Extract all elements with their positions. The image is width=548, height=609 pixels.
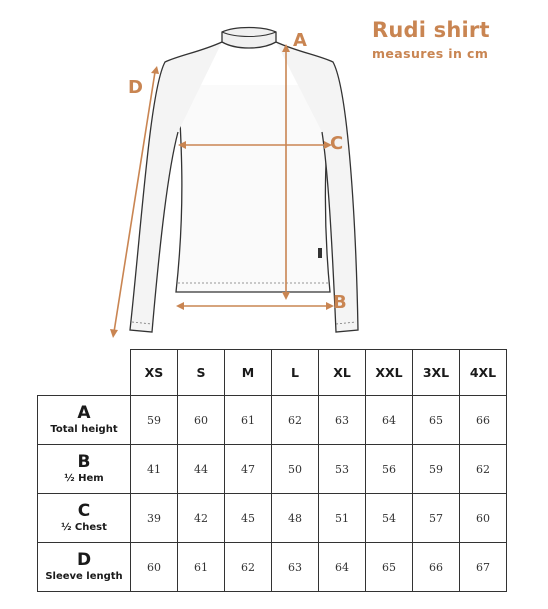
table-cell: 45: [225, 494, 272, 543]
size-header: XL: [319, 350, 366, 396]
table-cell: 65: [413, 396, 460, 445]
table-cell: 44: [178, 445, 225, 494]
table-cell: 42: [178, 494, 225, 543]
table-cell: 63: [319, 396, 366, 445]
table-cell: 48: [272, 494, 319, 543]
size-header: M: [225, 350, 272, 396]
table-row: [38, 396, 507, 445]
table-cell: 53: [319, 445, 366, 494]
table-cell: 61: [178, 543, 225, 592]
size-header: XXL: [366, 350, 413, 396]
size-header: L: [272, 350, 319, 396]
product-title: Rudi shirt: [372, 18, 490, 42]
table-cell: 64: [366, 396, 413, 445]
table-cell: 65: [366, 543, 413, 592]
size-chart-table: [37, 349, 507, 592]
table-cell: 67: [460, 543, 507, 592]
table-cell: 59: [413, 445, 460, 494]
table-corner: [38, 350, 131, 396]
table-row: [38, 445, 507, 494]
size-header: 4XL: [460, 350, 507, 396]
table-cell: 62: [272, 396, 319, 445]
table-cell: 63: [272, 543, 319, 592]
units-subtitle: measures in cm: [372, 46, 489, 61]
diagram-label-a: A: [293, 30, 307, 51]
row-header-total-height: A Total height: [38, 396, 131, 445]
table-cell: 66: [460, 396, 507, 445]
row-header-half-chest: C ½ Chest: [38, 494, 131, 543]
size-header-row: [38, 350, 507, 396]
table-cell: 47: [225, 445, 272, 494]
table-cell: 56: [366, 445, 413, 494]
collar-outline: [222, 28, 276, 49]
table-cell: 60: [178, 396, 225, 445]
shirt-body-outline: [176, 85, 330, 292]
table-cell: 39: [131, 494, 178, 543]
size-header: XS: [131, 350, 178, 396]
table-cell: 54: [366, 494, 413, 543]
row-header-half-hem: B ½ Hem: [38, 445, 131, 494]
table-cell: 66: [413, 543, 460, 592]
table-cell: 64: [319, 543, 366, 592]
size-header: 3XL: [413, 350, 460, 396]
diagram-label-b: B: [333, 292, 347, 313]
diagram-label-d: D: [128, 77, 143, 98]
table-cell: 62: [225, 543, 272, 592]
table-cell: 57: [413, 494, 460, 543]
table-cell: 60: [131, 543, 178, 592]
size-header: S: [178, 350, 225, 396]
table-cell: 60: [460, 494, 507, 543]
diagram-label-c: C: [330, 133, 344, 154]
row-header-sleeve-length: D Sleeve length: [38, 543, 131, 592]
table-cell: 41: [131, 445, 178, 494]
table-row: [38, 494, 507, 543]
table-cell: 51: [319, 494, 366, 543]
table-cell: 59: [131, 396, 178, 445]
table-row: [38, 543, 507, 592]
table-cell: 62: [460, 445, 507, 494]
table-cell: 61: [225, 396, 272, 445]
table-cell: 50: [272, 445, 319, 494]
